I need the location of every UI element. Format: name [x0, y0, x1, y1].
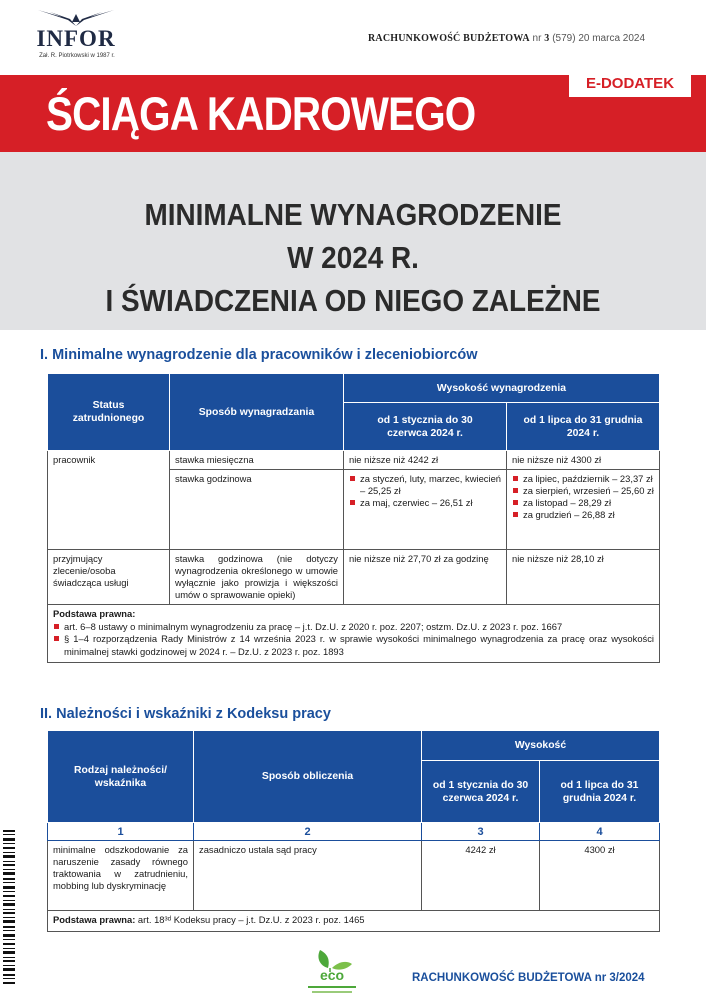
cell-period-1: nie niższe niż 27,70 zł za godzinę	[344, 550, 507, 605]
legal-basis-row	[48, 605, 660, 663]
header-period-1: od 1 stycznia do 30 czerwca 2024 r.	[344, 403, 507, 451]
list-item: za listopad – 28,29 zł	[512, 497, 654, 509]
eagle-icon	[28, 8, 124, 28]
legal-basis-text: art. 18³ᵈ Kodeksu pracy – j.t. Dz.U. z 2023 r. poz. 1465	[137, 914, 365, 925]
cell-status: pracownik	[48, 451, 170, 550]
subtitle-line-2: W 2024 R.	[287, 240, 419, 275]
subtitle-line-3: I ŚWIADCZENIA OD NIEGO ZALEŻNE	[105, 283, 601, 318]
wage-table	[47, 373, 660, 663]
table-row	[48, 550, 660, 605]
column-number: 4	[540, 823, 660, 841]
footer-issue: RACHUNKOWOŚĆ BUDŻETOWA nr 3/2024	[412, 972, 645, 984]
list-item: za maj, czerwiec – 26,51 zł	[349, 497, 501, 509]
legal-basis-label: Podstawa prawna:	[53, 914, 136, 925]
table-row	[48, 451, 660, 470]
subtitle-line-1: MINIMALNE WYNAGRODZENIE	[144, 197, 562, 232]
cell-method: zasadniczo ustala sąd pracy	[194, 841, 422, 911]
cell-period-1	[344, 470, 507, 550]
page-title: ŚCIĄGA KADROWEGO	[46, 87, 476, 140]
issue-name: RACHUNKOWOŚĆ BUDŻETOWA	[368, 33, 530, 44]
cell-method: stawka godzinowa	[170, 470, 344, 550]
legal-basis	[48, 605, 660, 663]
header-status: Status zatrudnionego	[48, 374, 170, 451]
issue-nr-prefix: nr	[532, 33, 542, 44]
legal-basis	[48, 911, 660, 932]
eco-text: eco	[319, 967, 345, 983]
column-number: 2	[194, 823, 422, 841]
header-kind: Rodzaj należności/ wskaźnika	[48, 731, 194, 823]
cell-period-2	[507, 470, 660, 550]
cell-kind: minimalne odszkodowanie za naruszenie zasady równego traktowania w zatrudnieniu, mobbing lub dyskryminację	[48, 841, 194, 911]
list-item: za styczeń, luty, marzec, kwiecień – 25,25 zł	[349, 473, 501, 497]
section-2-heading: II. Należności i wskaźniki z Kodeksu pracy	[40, 706, 331, 722]
header-amount: Wysokość	[422, 731, 660, 761]
logo-text: INFOR	[36, 26, 116, 51]
cell-period-2: nie niższe niż 4300 zł	[507, 451, 660, 470]
list-item: za grudzień – 26,88 zł	[512, 509, 654, 521]
cell-method: stawka miesięczna	[170, 451, 344, 470]
cell-period-2: 4300 zł	[540, 841, 660, 911]
infor-logo	[22, 8, 132, 66]
edodatek-badge: E-DODATEK	[569, 71, 691, 97]
subtitle	[0, 193, 706, 322]
code-table	[47, 730, 660, 932]
header-period-1: od 1 stycznia do 30 czerwca 2024 r.	[422, 761, 540, 823]
list-item: art. 6–8 ustawy o minimalnym wynagrodzeniu za pracę – j.t. Dz.U. z 2020 r. poz. 2207; ostzm. Dz.U. z 2023 r. poz. 1667	[53, 621, 654, 634]
list-item: za sierpień, wrzesień – 25,60 zł	[512, 485, 654, 497]
table-row	[48, 841, 660, 911]
header-method: Sposób obliczenia	[194, 731, 422, 823]
header-method: Sposób wynagradzania	[170, 374, 344, 451]
issue-nr: 3	[544, 33, 550, 44]
eco-logo	[302, 946, 362, 998]
list-item: § 1–4 rozporządzenia Rady Ministrów z 14 września 2023 r. w sprawie wysokości minimalnego wynagrodzenia za pracę oraz wysokości minimalnej stawki godzinowej w 2024 r. – Dz.U. z 2023 r. poz. 1893	[53, 633, 654, 658]
header-period-2: od 1 lipca do 31 grudnia 2024 r.	[507, 403, 660, 451]
cell-period-1: 4242 zł	[422, 841, 540, 911]
column-numbers-row	[48, 823, 660, 841]
cell-period-2: nie niższe niż 28,10 zł	[507, 550, 660, 605]
issue-date: (579) 20 marca 2024	[552, 33, 646, 44]
logo-subtext: Zał. R. Piotrkowski w 1987 r.	[39, 53, 115, 59]
issue-info	[368, 33, 645, 44]
legal-basis-row	[48, 911, 660, 932]
legal-basis-label: Podstawa prawna:	[53, 608, 136, 619]
section-1-heading: I. Minimalne wynagrodzenie dla pracowników i zleceniobiorców	[40, 347, 478, 363]
barcode	[0, 828, 20, 986]
cell-status: przyjmujący zlecenie/osoba świadcząca usługi	[48, 550, 170, 605]
cell-method: stawka godzinowa (nie dotyczy wynagrodzenia określonego w umowie wyłącznie jako prowizja i większości umów o sprawowanie opieki)	[170, 550, 344, 605]
list-item: za lipiec, październik – 23,37 zł	[512, 473, 654, 485]
header-period-2: od 1 lipca do 31 grudnia 2024 r.	[540, 761, 660, 823]
cell-period-1: nie niższe niż 4242 zł	[344, 451, 507, 470]
column-number: 1	[48, 823, 194, 841]
header-amount: Wysokość wynagrodzenia	[344, 374, 660, 403]
column-number: 3	[422, 823, 540, 841]
